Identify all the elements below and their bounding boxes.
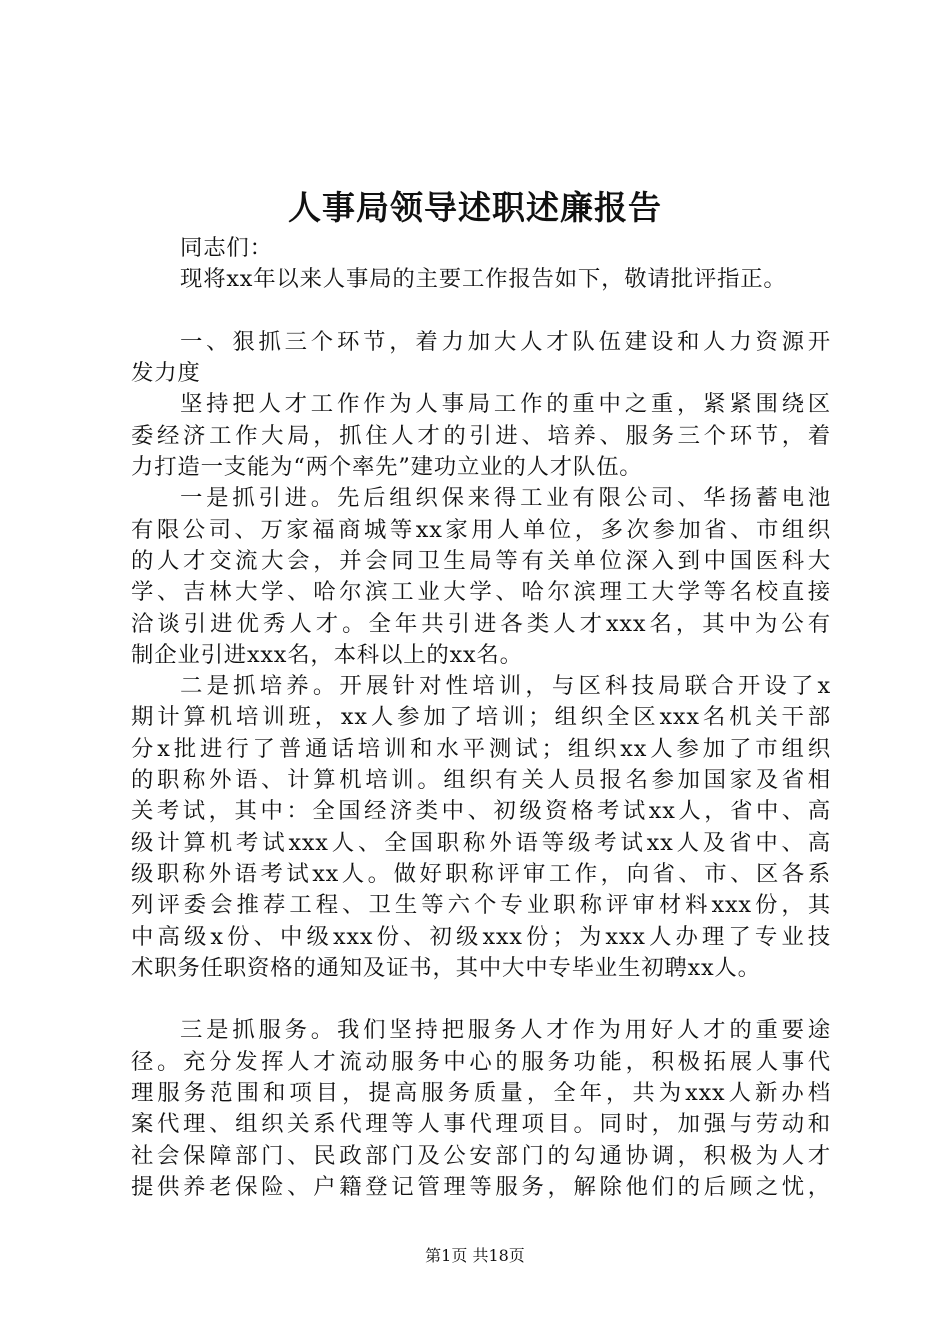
body-line: 坚持把人才工作作为人事局工作的重中之重，紧紧围绕区 (180, 391, 831, 418)
body-line: 社会保障部门、民政部门及公安部门的勾通协调，积极为人才 (131, 1142, 831, 1169)
body-line: 分x批进行了普通话培训和水平测试；组织xx人参加了市组织 (131, 735, 831, 762)
body-line: 力打造一支能为“两个率先”建功立业的人才队伍。 (131, 454, 643, 481)
body-line: 级职称外语考试xx人。做好职称评审工作，向省、市、区各系 (131, 860, 831, 887)
body-line: 委经济工作大局，抓住人才的引进、培养、服务三个环节，着 (131, 422, 831, 449)
body-line: 术职务任职资格的通知及证书，其中大中专毕业生初聘xx人。 (131, 954, 761, 981)
document-title: 人事局领导述职述廉报告 (288, 188, 662, 227)
body-line: 二是抓培养。开展针对性培训，与区科技局联合开设了x (180, 673, 831, 700)
intro-line: 现将xx年以来人事局的主要工作报告如下，敬请批评指正。 (180, 266, 787, 293)
body-line: 制企业引进xxx名，本科以上的xx名。 (131, 641, 523, 668)
page-footer: 第1页 共18页 (425, 1246, 525, 1265)
body-line: 学、吉林大学、哈尔滨工业大学、哈尔滨理工大学等名校直接 (131, 579, 831, 606)
body-line: 关考试，其中：全国经济类中、初级资格考试xx人，省中、高 (131, 798, 831, 825)
document-body (131, 233, 831, 1203)
salutation-line: 同志们： (180, 235, 273, 261)
heading-line: 发力度 (131, 360, 201, 387)
paragraph-gap (131, 296, 831, 327)
body-line: 案代理、组织关系代理等人事代理项目。同时，加强与劳动和 (131, 1111, 831, 1138)
body-line: 的职称外语、计算机培训。组织有关人员报名参加国家及省相 (131, 767, 831, 794)
body-line: 期计算机培训班，xx人参加了培训；组织全区xxx名机关干部 (131, 704, 831, 731)
body-line: 级计算机考试xxx人、全国职称外语等级考试xx人及省中、高 (131, 829, 831, 856)
paragraph-gap (131, 984, 831, 1015)
body-line: 理服务范围和项目，提高服务质量，全年，共为xxx人新办档 (131, 1080, 831, 1107)
body-line: 三是抓服务。我们坚持把服务人才作为用好人才的重要途 (180, 1017, 831, 1044)
body-line: 径。充分发挥人才流动服务中心的服务功能，积极拓展人事代 (131, 1048, 831, 1075)
body-line: 有限公司、万家福商城等xx家用人单位，多次参加省、市组织 (131, 516, 831, 543)
body-line: 提供养老保险、户籍登记管理等服务，解除他们的后顾之忧， (131, 1173, 831, 1200)
heading-line: 一、狠抓三个环节，着力加大人才队伍建设和人力资源开 (180, 328, 831, 355)
body-line: 列评委会推荐工程、卫生等六个专业职称评审材料xxx份，其 (131, 892, 831, 919)
body-line: 中高级x份、中级xxx份、初级xxx份；为xxx人办理了专业技 (131, 923, 831, 950)
body-line: 的人才交流大会，并会同卫生局等有关单位深入到中国医科大 (131, 547, 831, 574)
body-line: 一是抓引进。先后组织保来得工业有限公司、华扬蓄电池 (180, 485, 831, 512)
body-line: 洽谈引进优秀人才。全年共引进各类人才xxx名，其中为公有 (131, 610, 831, 637)
